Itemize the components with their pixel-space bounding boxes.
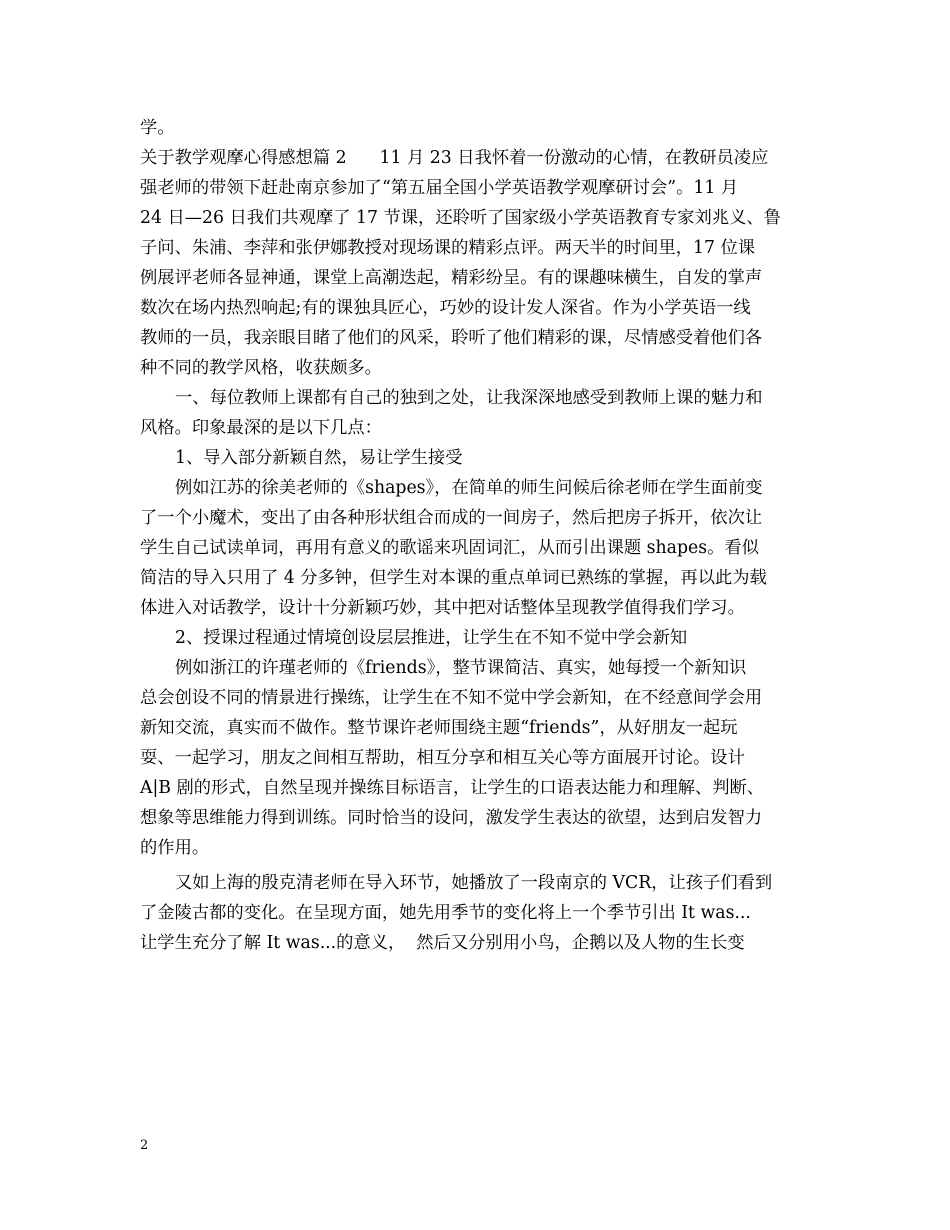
text-line: 了金陵古都的变化。在呈现方面，她先用季节的变化将上一个季节引出 It was... [140,903,751,923]
text-line: 总会创设不同的情景进行操练，让学生在不知不觉中学会新知，在不经意间学会用 [140,688,763,708]
page-number: 2 [140,1138,149,1153]
text-line: 例如江苏的徐美老师的《shapes》，在简单的师生问候后徐老师在学生面前变 [175,478,763,498]
text-line: 24 日—26 日我们共观摩了 17 节课，还聆听了国家级小学英语教育专家刘兆义、鲁 [140,208,781,228]
text-line: 教师的一员，我亲眼目睹了他们的风采，聆听了他们精彩的课，尽情感受着他们各 [140,328,763,348]
text-line: 了一个小魔术，变出了由各种形状组合而成的一间房子，然后把房子拆开，依次让 [140,508,763,528]
text-line: 数次在场内热烈响起;有的课独具匠心，巧妙的设计发人深省。作为小学英语一线 [140,298,751,318]
text-line: 子问、朱浦、李萍和张伊娜教授对现场课的精彩点评。两天半的时间里，17 位课 [140,238,756,258]
text-line: 种不同的教学风格，收获颇多。 [140,358,382,378]
text-line: 学。 [140,118,175,138]
text-line: 例展评老师各显神通，课堂上高潮迭起，精彩纷呈。有的课趣味横生，自发的掌声 [140,268,763,288]
text-line: 一、每位教师上课都有自己的独到之处，让我深深地感受到教师上课的魅力和 [175,388,763,408]
text-line: 强老师的带领下赶赴南京参加了“第五届全国小学英语教学观摩研讨会”。11 月 [140,178,739,198]
text-line: 又如上海的殷克清老师在导入环节，她播放了一段南京的 VCR，让孩子们看到 [175,873,773,893]
text-line: 让学生充分了解 It was...的意义， 然后又分别用小鸟，企鹅以及人物的生长变 [140,933,745,953]
text-line: 学生自己试读单词，再用有意义的歌谣来巩固词汇，从而引出课题 shapes。看似 [140,538,759,558]
text-line: 简洁的导入只用了 4 分多钟，但学生对本课的重点单词已熟练的掌握，再以此为载 [140,568,767,588]
text-line: 2、授课过程通过情境创设层层推进，让学生在不知不觉中学会新知 [175,628,688,648]
text-line: 新知交流，真实而不做作。整节课许老师围绕主题“friends”，从好朋友一起玩 [140,718,738,738]
text-line: 关于教学观摩心得感想篇 2 11 月 23 日我怀着一份激动的心情，在教研员凌应 [140,148,769,168]
text-line: A|B 剧的形式，自然呈现并操练目标语言，让学生的口语表达能力和理解、判断、 [140,778,765,798]
text-line: 例如浙江的许瑾老师的《friends》，整节课简洁、真实，她每授一个新知识 [175,658,747,678]
text-line: 1、导入部分新颖自然，易让学生接受 [175,448,463,468]
text-line: 体进入对话教学，设计十分新颖巧妙，其中把对话整体呈现教学值得我们学习。 [140,598,745,618]
text-line: 耍、一起学习，朋友之间相互帮助，相互分享和相互关心等方面展开讨论。设计 [140,748,745,768]
text-line: 想象等思维能力得到训练。同时恰当的设问，激发学生表达的欲望，达到启发智力 [140,808,763,828]
text-line: 的作用。 [140,838,210,858]
text-line: 风格。印象最深的是以下几点： [140,418,382,438]
